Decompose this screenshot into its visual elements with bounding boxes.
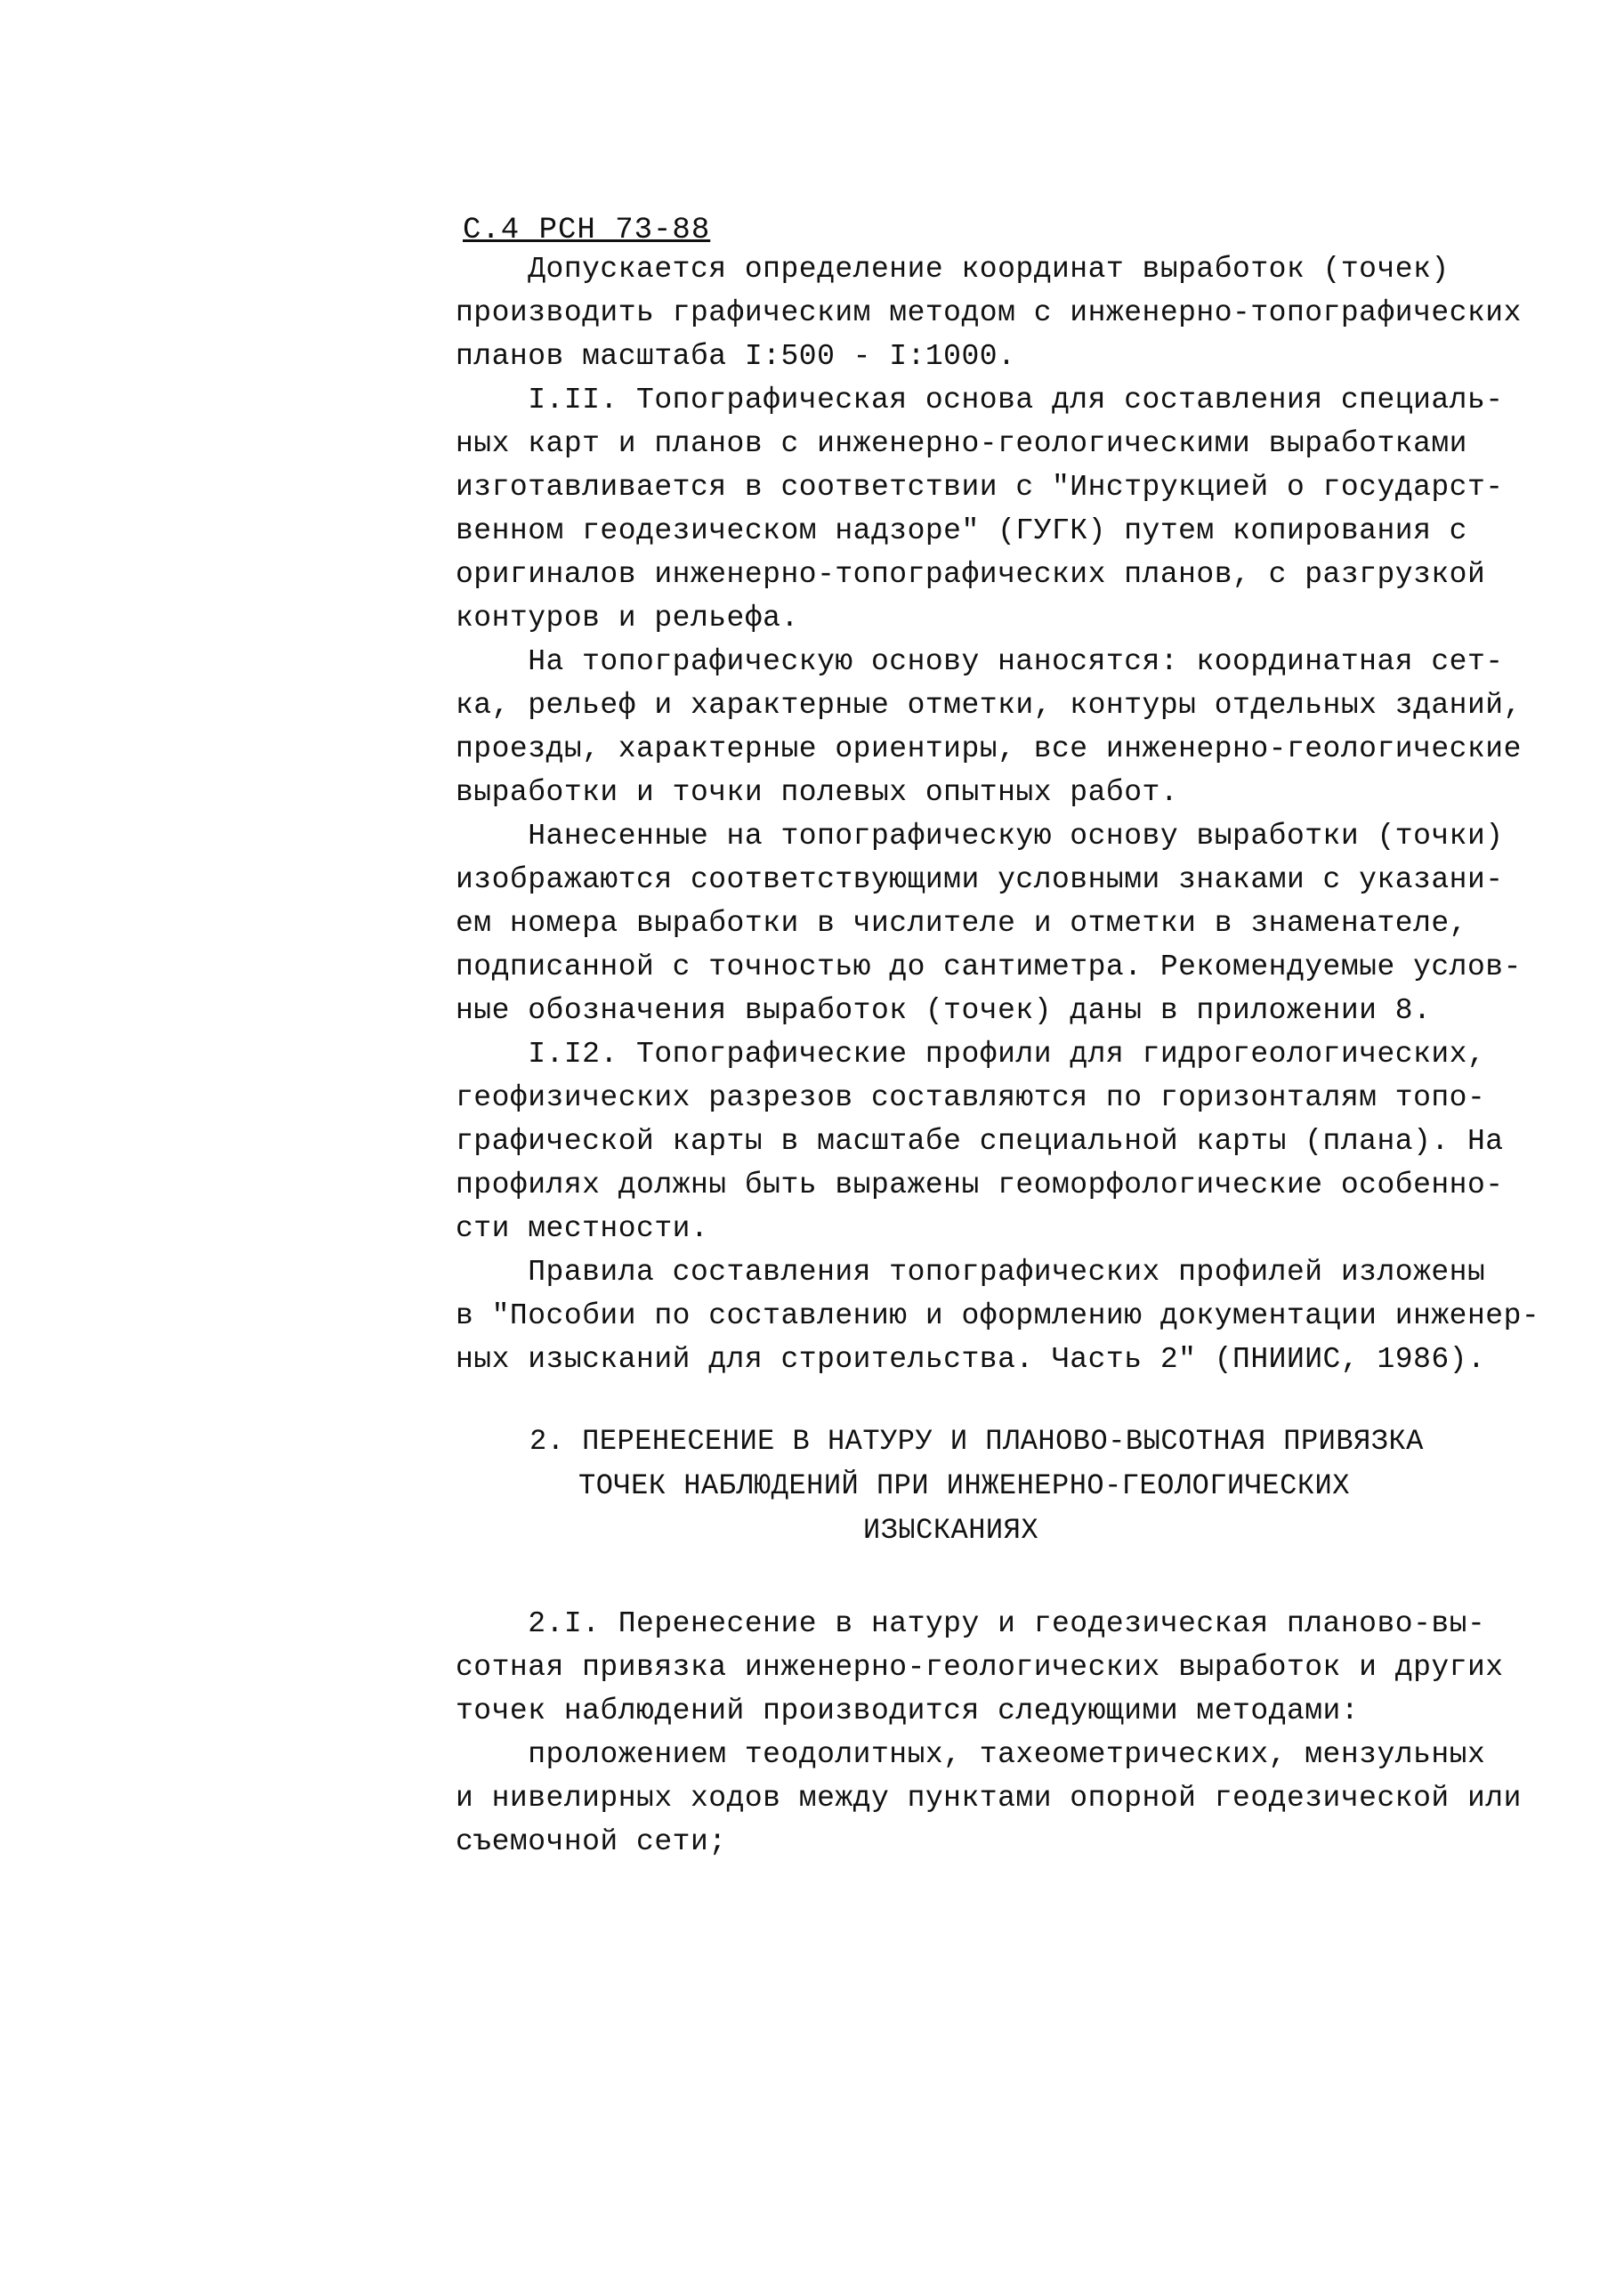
paragraph-1-line-1: Допускается определение координат выработок (точек) [456,253,1450,286]
paragraph-6-line-1: Правила составления топографических профилей изложены [456,1256,1486,1289]
paragraph-2-line-4: венном геодезическом надзоре" (ГУГК) путем копирования с [456,514,1467,547]
paragraph-2-line-5: оригиналов инженерно-топографических планов, с разгрузкой [456,558,1486,591]
paragraph-5-line-2: геофизических разрезов составляются по горизонталям топо- [456,1081,1486,1114]
paragraph-3-line-1: На топографическую основу наносятся: координатная сет- [456,645,1504,678]
paragraph-7-line-3: точек наблюдений производится следующими методами: [456,1695,1360,1727]
section-heading-line-3: ИЗЫСКАНИЯХ [863,1514,1039,1547]
paragraph-7-line-6: съемочной сети; [456,1825,727,1858]
paragraph-4-line-2: изображаются соответствующими условными знаками с указани- [456,863,1504,896]
paragraph-4-line-3: ем номера выработки в числителе и отметки в знаменателе, [456,907,1467,940]
paragraph-5-line-1: I.I2. Топографические профили для гидрогеологических, [456,1038,1486,1071]
paragraph-2-line-2: ных карт и планов с инженерно-геологическими выработками [456,427,1467,460]
section-heading-line-1: 2. ПЕРЕНЕСЕНИЕ В НАТУРУ И ПЛАНОВО-ВЫСОТНАЯ ПРИВЯЗКА [529,1425,1424,1458]
paragraph-1-line-3: планов масштаба I:500 - I:1000. [456,340,1016,373]
paragraph-7-line-5: и нивелирных ходов между пунктами опорной геодезической или [456,1782,1522,1815]
paragraph-7-line-2: сотная привязка инженерно-геологических выработок и других [456,1651,1504,1684]
paragraph-2-line-6: контуров и рельефа. [456,602,799,635]
paragraph-3-line-2: ка, рельеф и характерные отметки, контуры отдельных зданий, [456,689,1522,722]
paragraph-5-line-3: графической карты в масштабе специальной карты (плана). На [456,1125,1504,1158]
paragraph-5-line-5: сти местности. [456,1212,709,1245]
paragraph-6-line-2: в "Пособии по составлению и оформлению документации инженер- [456,1299,1540,1332]
paragraph-7-line-1: 2.I. Перенесение в натуру и геодезическая планово-вы- [456,1607,1486,1640]
paragraph-6-line-3: ных изысканий для строительства. Часть 2" (ПНИИИС, 1986). [456,1343,1486,1376]
paragraph-4-line-1: Нанесенные на топографическую основу выработки (точки) [456,820,1504,853]
paragraph-1-line-2: производить графическим методом с инженерно-топографических [456,296,1522,329]
paragraph-2-line-1: I.II. Топографическая основа для составления специаль- [456,384,1504,417]
paragraph-2-line-3: изготавливается в соответствии с "Инструкцией о государст- [456,471,1504,504]
paragraph-7-line-4: проложением теодолитных, тахеометрических, мензульных [456,1738,1486,1771]
paragraph-4-line-5: ные обозначения выработок (точек) даны в приложении 8. [456,994,1432,1027]
paragraph-5-line-4: профилях должны быть выражены геоморфологические особенно- [456,1169,1504,1201]
paragraph-4-line-4: подписанной с точностью до сантиметра. Рекомендуемые услов- [456,950,1522,983]
page-header: С.4 РСН 73-88 [463,214,711,247]
paragraph-3-line-3: проезды, характерные ориентиры, все инженерно-геологические [456,732,1522,765]
paragraph-3-line-4: выработки и точки полевых опытных работ. [456,776,1179,809]
section-heading-line-2: ТОЧЕК НАБЛЮДЕНИЙ ПРИ ИНЖЕНЕРНО-ГЕОЛОГИЧЕСКИХ [578,1469,1350,1502]
